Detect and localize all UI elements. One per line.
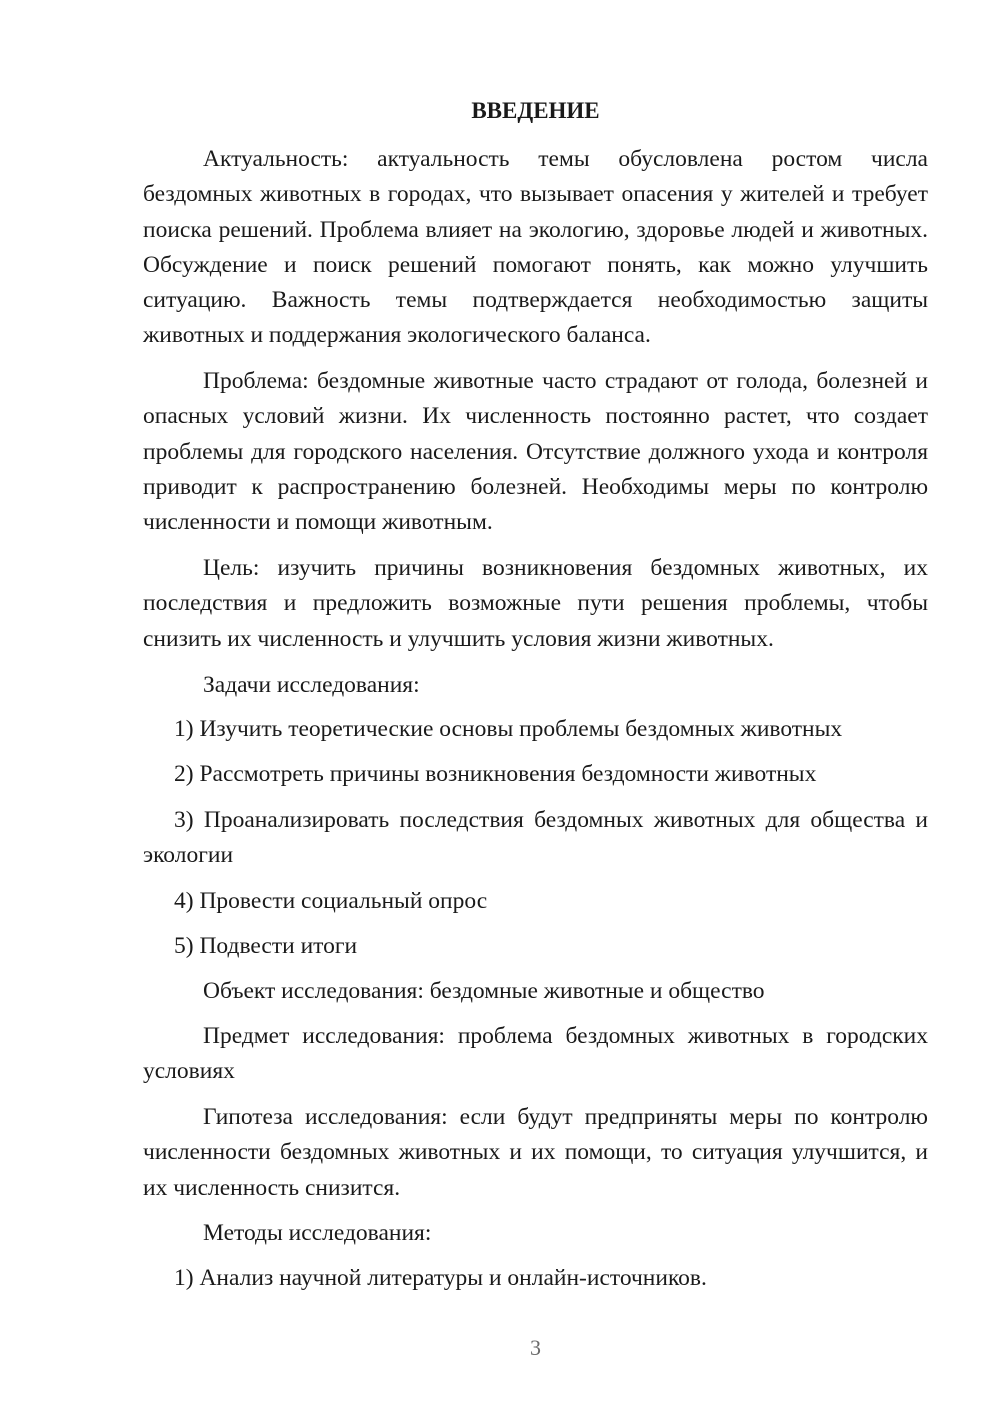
paragraph-relevance: Актуальность: актуальность темы обусловлена ростом числа бездомных животных в городах, что вызывает опасения у жителей и требует поиска решений. Проблема влияет на экологию, здоровье людей и животных. Обсуждение и поиск решений помогают понять, как можно улучшить ситуацию. Важность темы подтверждается необходимостью защиты животных и поддержания экологического баланса. — [143, 146, 928, 349]
page-number: 3 — [530, 1335, 541, 1360]
task-item-5: 5) Подвести итоги — [174, 933, 358, 959]
task-item-2: 2) Рассмотреть причины возникновения бездомности животных — [174, 761, 817, 787]
paragraph-subject: Предмет исследования: проблема бездомных животных в городских условиях — [143, 1023, 928, 1085]
task-item-4: 4) Провести социальный опрос — [174, 888, 488, 914]
paragraph-problem: Проблема: бездомные животные часто страдают от голода, болезней и опасных условий жизни. Их численность постоянно растет, что создает проблемы для городского населения. Отсутствие должного ухода и контроля приводит к распространению болезней. Необходимы меры по контролю численности и помощи животным. — [143, 368, 928, 536]
method-item-1: 1) Анализ научной литературы и онлайн-источников. — [174, 1265, 707, 1291]
section-heading: ВВЕДЕНИЕ — [471, 98, 600, 123]
paragraph-hypothesis: Гипотеза исследования: если будут предприняты меры по контролю численности бездомных животных и их помощи, то ситуация улучшится, и их численность снизится. — [143, 1104, 928, 1201]
paragraph-tasks-label: Задачи исследования: — [203, 672, 420, 698]
paragraph-object: Объект исследования: бездомные животные и общество — [203, 978, 765, 1004]
paragraph-methods-label: Методы исследования: — [203, 1220, 432, 1246]
task-item-1: 1) Изучить теоретические основы проблемы бездомных животных — [174, 716, 843, 742]
paragraph-goal: Цель: изучить причины возникновения бездомных животных, их последствия и предложить возможные пути решения проблемы, чтобы снизить их численность и улучшить условия жизни животных. — [143, 555, 928, 652]
task-item-3: 3) Проанализировать последствия бездомных животных для общества и экологии — [143, 807, 928, 869]
